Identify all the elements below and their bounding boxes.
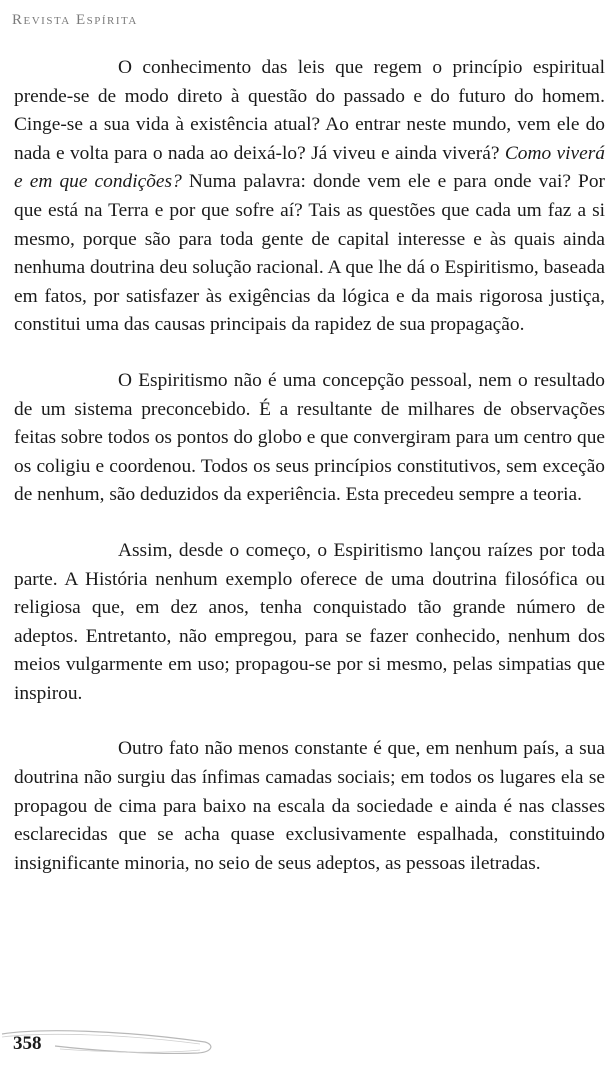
paragraph-1-italic-phrase: Como viverá e em que condições? bbox=[14, 142, 605, 193]
page-number: 358 bbox=[13, 1033, 42, 1054]
running-header: Revista Espírita bbox=[12, 12, 138, 28]
paragraph-1 bbox=[14, 54, 605, 340]
paragraph-3: Assim, desde o começo, o Espiritismo lançou raízes por toda parte. A História nenhum exemplo oferece de uma doutrina filosófica ou religiosa que, em dez anos, tenha conquistado tão grande número de adeptos. Entretanto, não empregou, para se fazer conhecido, nenhum dos meios vulgarmente em uso; propagou-se por si mesmo, pelas simpatias que inspirou. bbox=[14, 539, 605, 704]
paragraph-1-text-start: O conhecimento das leis que regem o princípio espiritual prende-se de modo direto à questão do passado e do futuro do homem. Cinge-se a sua vida à existência atual? Ao entrar neste mundo, vem ele do nada e volta para o nada ao deixá-lo? Já viveu e ainda viverá? bbox=[14, 57, 605, 164]
body-text bbox=[14, 54, 605, 905]
paragraph-1-text-end: Numa palavra: donde vem ele e para onde vai? Por que está na Terra e por que sofre aí? Tais as questões que cada um faz a si mesmo, porque são para toda gente de capital interesse e às quais ainda nenhuma doutrina deu solução racional. A que lhe dá o Espiritismo, baseada em fatos, por satisfazer às exigências da lógica e da mais rigorosa justiça, constitui uma das causas principais da rapidez de sua propagação. bbox=[14, 171, 605, 336]
paragraph-2: O Espiritismo não é uma concepção pessoal, nem o resultado de um sistema preconcebido. É a resultante de milhares de observações feitas sobre todos os pontos do globo e que convergiram para um centro que os coligiu e coordenou. Todos os seus princípios constitutivos, sem exceção de nenhum, são deduzidos da experiência. Esta precedeu sempre a teoria. bbox=[14, 369, 605, 506]
paragraph-4: Outro fato não menos constante é que, em nenhum país, a sua doutrina não surgiu das ínfimas camadas sociais; em todos os lugares ela se propagou de cima para baixo na escala da sociedade e ainda é nas classes esclarecidas que se acha quase exclusivamente espalhada, constituindo insignificante minoria, no seio de seus adeptos, as pessoas iletradas. bbox=[14, 738, 605, 874]
